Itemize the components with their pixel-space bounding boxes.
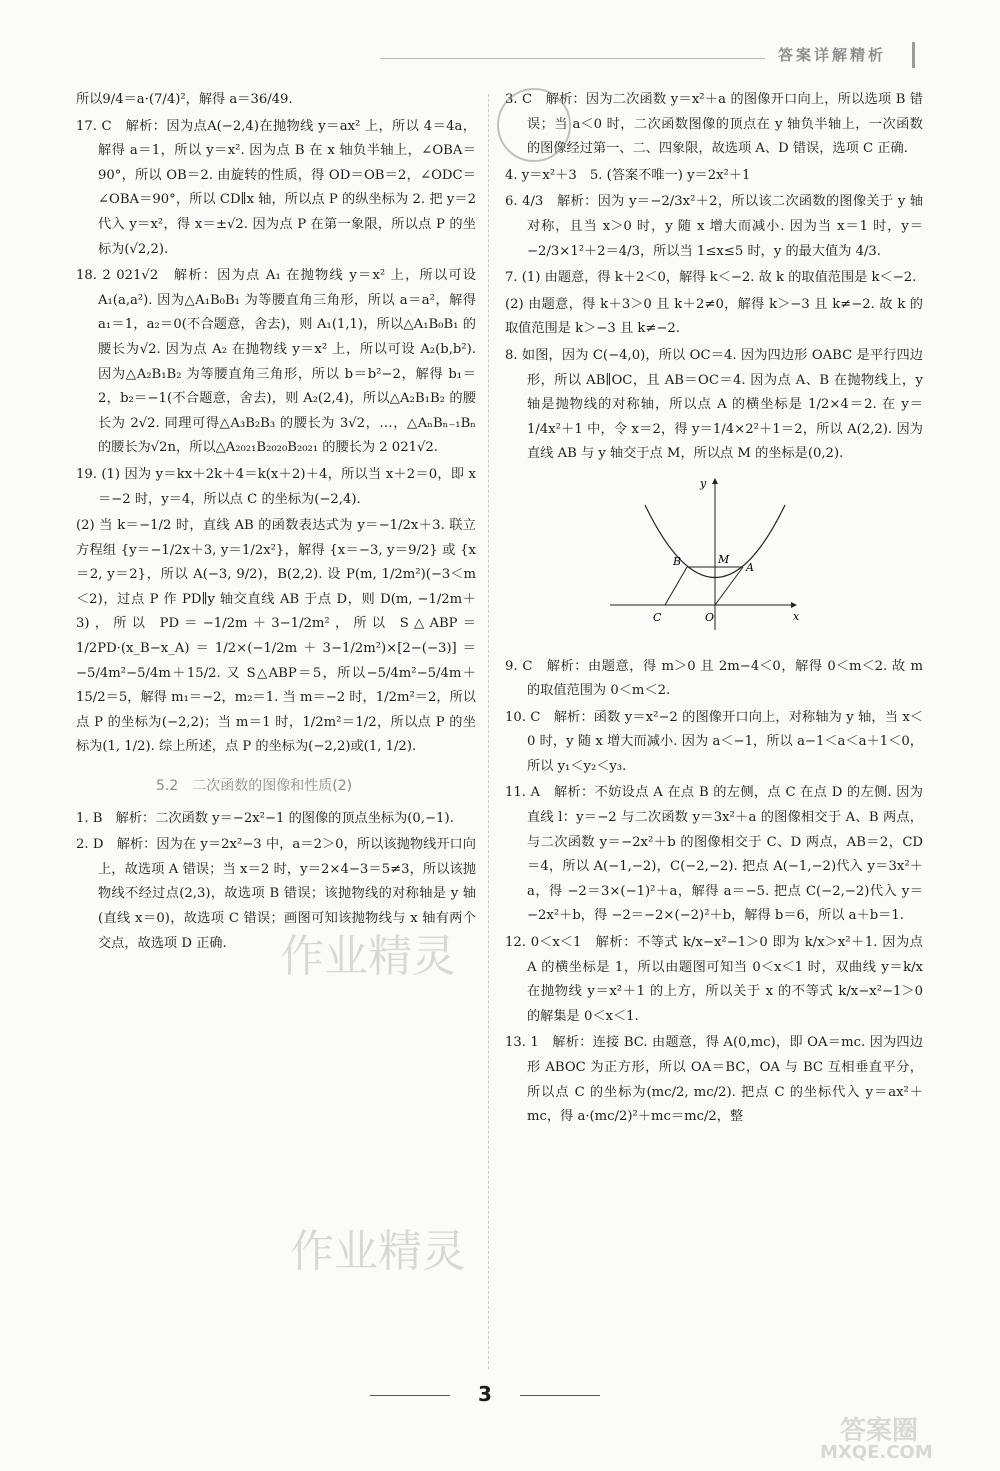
answer-3: 3. C 解析：因为二次函数 y＝x²＋a 的图像开口向上，所以选项 B 错误；当 a＜0 时，二次函数图像的顶点在 y 轴负半轴上，一次函数的图像经过第一、二、四象限，故选项 A、D 错误，选项 C 正确. xyxy=(505,92,923,157)
label-c: C xyxy=(653,610,662,624)
corner-url: MXQE.COM xyxy=(820,1442,933,1463)
label-x: x xyxy=(793,609,800,623)
answer-6: 6. 4/3 解析：因为 y＝−2/3x²＋2，所以该二次函数的图像关于 y 轴对称，且当 x＞0 时，y 随 x 增大而减小. 因为当 x＝1 时，y＝−2/3×1²＋2＝4/3，所以当 1≤x≤5 时，y 的最大值为 4/3. xyxy=(505,194,923,259)
left-column xyxy=(76,88,476,958)
x-axis-arrow xyxy=(791,602,797,608)
footer-rule-right xyxy=(520,1395,600,1396)
label-a: A xyxy=(746,560,754,574)
header-bar xyxy=(912,42,915,68)
corner-watermark xyxy=(820,1410,980,1465)
watermark-text-1: 作业精灵 xyxy=(280,931,456,982)
answer-1: 1. B 解析：二次函数 y＝−2x²−1 的图像的顶点坐标为(0,−1). xyxy=(76,810,454,826)
label-b: B xyxy=(673,554,682,568)
answer-7-part1: 7. (1) 由题意，得 k＋2＜0，解得 k＜−2. 故 k 的取值范围是 k＜−2. xyxy=(505,270,917,286)
answer-8: 8. 如图，因为 C(−4,0)，所以 OC＝4. 因为四边形 OABC 是平行四边形，所以 AB∥OC，且 AB＝OC＝4. 因为点 A、B 在抛物线上，y 轴是抛物线的对称轴，所以点 A 的横坐标是 1/2×4＝2. 在 y＝1/4x²＋1 中，令 x＝2，得 y＝1/4×2²＋1＝2，所以 A(2,2). 因为直线 AB 与 y 轴交于点 M，所以点 M 的坐标是(0,2). xyxy=(505,347,923,462)
answer-16-tail: 所以9/4＝a·(7/4)²，解得 a＝36/49. xyxy=(76,92,293,107)
answer-4-5: 4. y＝x²＋3 5. (答案不唯一) y＝2x²＋1 xyxy=(505,167,751,183)
answer-17: 17. C 解析：因为点A(−2,4)在抛物线 y＝ax² 上，所以 4＝4a，解得 a＝1，所以 y＝x². 因为点 B 在 x 轴负半轴上，∠OBA＝90°，所以 OB＝2. 由旋转的性质，得 OD＝OB＝2，∠ODC＝∠OBA＝90°，所以 CD∥x 轴，所以点 P 的纵坐标为 2. 把 y＝2 代入 y＝x²，得 x＝±√2. 因为点 P 在第一象限，所以点 P 的坐标为(√2,2). xyxy=(76,118,476,257)
answer-19-part2: (2) 当 k＝−1/2 时，直线 AB 的函数表达式为 y＝−1/2x＋3. 联立方程组 {y＝−1/2x＋3, y＝1/2x²}，解得 {x＝−3, y＝9/2} 或 {x＝2, y＝2}，所以 A(−3, 9/2)，B(2,2). 设 P(m, 1/2m²)(−3＜m＜2)，过点 P 作 PD∥y 轴交直线 AB 于点 D，则 D(m, −1/2m＋3)，所以 PD＝−1/2m＋3−1/2m²，所以 S△ABP＝1/2PD·(x_B−x_A)＝1/2×(−1/2m＋3−1/2m²)×[2−(−3)]＝−5/4m²−5/4m＋15/2. 又 S△ABP＝5，所以−5/4m²−5/4m＋15/2＝5，解得 m₁＝−2，m₂＝1. 当 m＝−2 时，1/2m²＝2，所以点 P 的坐标为(−2,2)；当 m＝1 时，1/2m²＝1/2，所以点 P 的坐标为(1, 1/2). 综上所述，点 P 的坐标为(−2,2)或(1, 1/2). xyxy=(76,518,476,755)
watermark-text-2: 作业精灵 xyxy=(290,1226,466,1277)
footer-rule-left xyxy=(370,1395,450,1396)
answer-10: 10. C 解析：函数 y＝x²−2 的图像开口向上，对称轴为 y 轴，当 x＜0 时，y 随 x 增大而减小. 因为 a＜−1，所以 a−1＜a＜a＋1＜0，所以 y₁＜y₂＜y₃. xyxy=(505,709,923,774)
answer-13: 13. 1 解析：连接 BC. 由题意，得 A(0,mc)，即 OA＝mc. 因为四边形 ABOC 为正方形，所以 OA＝BC，OA 与 BC 互相垂直平分，所以点 C 的坐标为(mc/2, mc/2). 把点 C 的坐标代入 y＝ax²＋mc，得 a·(mc/2)²＋mc＝mc/2，整 xyxy=(505,1035,923,1125)
y-axis-arrow xyxy=(712,478,718,484)
label-y: y xyxy=(700,476,707,490)
right-column xyxy=(505,88,923,1132)
edge-ao xyxy=(715,567,743,605)
page-number: 3 xyxy=(478,1382,492,1406)
parabola-figure xyxy=(605,475,805,635)
corner-logo: 答案圈 xyxy=(840,1416,919,1446)
stamp-mark xyxy=(497,88,571,162)
answer-18: 18. 2 021√2 解析：因为点 A₁ 在抛物线 y＝x² 上，所以可设 A₁(a,a²). 因为△A₁B₀B₁ 为等腰直角三角形，所以 a＝a²，解得 a₁＝1，a₂＝0(不合题意，舍去)，则 A₁(1,1)，所以△A₁B₀B₁ 的腰长为√2. 因为点 A₂ 在抛物线 y＝x² 上，所以可设 A₂(b,b²). 因为△A₂B₁B₂ 为等腰直角三角形，所以 b＝b²−2，解得 b₁＝2，b₂＝−1(不合题意，舍去)，则 A₂(2,4)，所以△A₂B₁B₂ 的腰长为 2√2. 同理可得△A₃B₂B₃ 的腰长为 3√2，…，△AₙBₙ₋₁Bₙ 的腰长为√2n，所以△A₂₀₂₁B₂₀₂₀B₂₀₂₁ 的腰长为 2 021√2. xyxy=(76,268,476,456)
header-rule xyxy=(380,58,765,59)
edge-cb xyxy=(665,567,687,605)
answer-11: 11. A 解析：不妨设点 A 在点 B 的左侧，点 C 在点 D 的左侧. 因为直线 l：y＝−2 与二次函数 y＝3x²＋a 的图像相交于 A、B 两点，与二次函数 y＝−2x²＋b 的图像相交于 C、D 两点，AB＝2，CD＝4，所以 A(−1,−2)，C(−2,−2). 把点 A(−1,−2)代入 y＝3x²＋a，得 −2＝3×(−1)²＋a，解得 a＝−5. 把点 C(−2,−2)代入 y＝−2x²＋b，得 −2＝−2×(−2)²＋b，解得 b＝6，所以 a＋b＝1. xyxy=(505,785,923,924)
column-divider xyxy=(488,94,489,1369)
answer-2: 2. D 解析：因为在 y＝2x²−3 中，a＝2＞0，所以该抛物线开口向上，故选项 A 错误；当 x＝2 时，y＝2×4−3＝5≠3，所以该抛物线不经过点(2,3)，故选项 B 错误；该抛物线的对称轴是 y 轴(直线 x＝0)，故选项 C 错误；画图可知该抛物线与 x 轴有两个交点，故选项 D 正确. xyxy=(76,837,476,951)
answer-7-part2: (2) 由题意，得 k＋3＞0 且 k＋2≠0，解得 k＞−3 且 k≠−2. 故 k 的取值范围是 k＞−3 且 k≠−2. xyxy=(505,296,923,337)
label-o: O xyxy=(705,610,715,624)
answer-19-part1: 19. (1) 因为 y＝kx＋2k＋4＝k(x＋2)＋4，所以当 x＋2＝0，即 x＝−2 时，y＝4，所以点 C 的坐标为(−2,4). xyxy=(76,466,476,507)
answer-12: 12. 0＜x＜1 解析：不等式 k/x−x²−1＞0 即为 k/x＞x²＋1. 因为点 A 的横坐标是 1，所以由题图可知当 0＜x＜1 时，双曲线 y＝k/x 在抛物线 y＝x²＋1 的上方，所以关于 x 的不等式 k/x−x²−1＞0 的解集是 0＜x＜1. xyxy=(505,935,923,1024)
header-title: 答案详解精析 xyxy=(778,46,887,64)
label-m: M xyxy=(718,552,730,566)
answer-9: 9. C 解析：由题意，得 m＞0 且 2m−4＜0，解得 0＜m＜2. 故 m 的取值范围为 0＜m＜2. xyxy=(505,658,923,699)
section-title: 5.2 二次函数的图像和性质(2) xyxy=(156,778,353,795)
